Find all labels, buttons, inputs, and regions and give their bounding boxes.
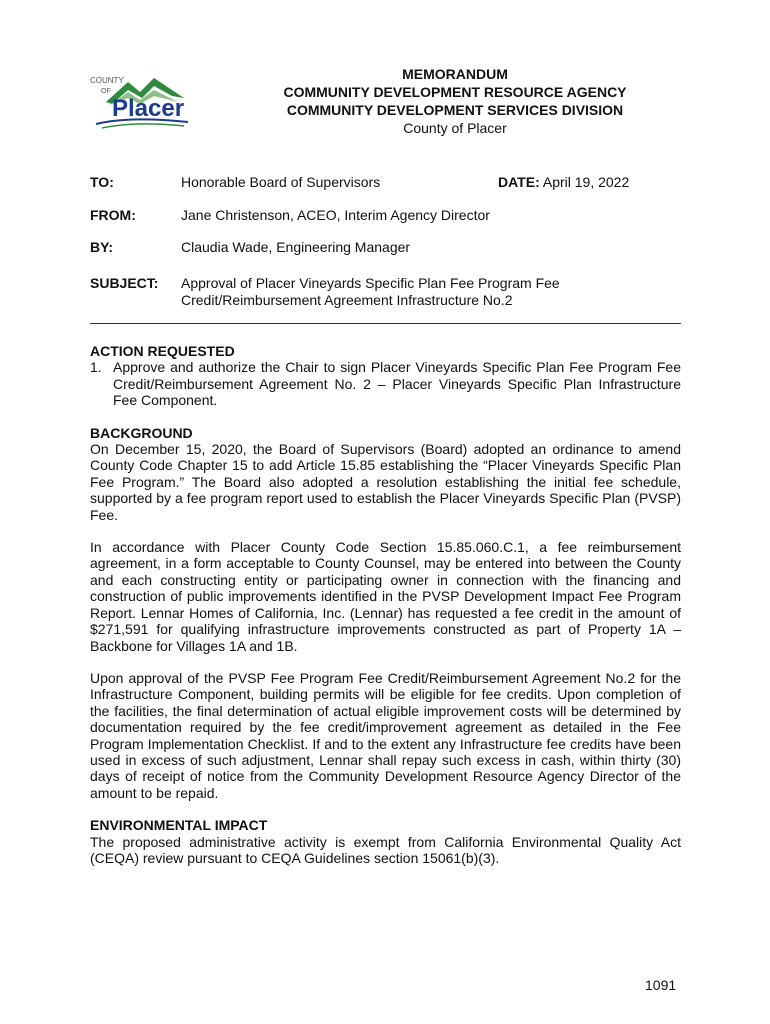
- memo-header: [215, 65, 695, 137]
- header-divider: [90, 323, 681, 324]
- action-item: [90, 359, 681, 408]
- action-heading: ACTION REQUESTED: [90, 343, 235, 359]
- to-label: TO:: [90, 174, 114, 190]
- date-value: April 19, 2022: [542, 174, 630, 190]
- logo-of-text: OF: [101, 88, 111, 95]
- division-name: COMMUNITY DEVELOPMENT SERVICES DIVISION: [286, 102, 624, 118]
- action-item-number: 1.: [90, 359, 102, 376]
- action-item-text: Approve and authorize the Chair to sign Placer Vineyards Specific Plan Fee Program Fee Credit/Reimbursement Agreement No. 2 – Placer Vineyards Specific Plan Infrastructure Fee Component.: [113, 359, 681, 409]
- county-logo: [88, 72, 208, 130]
- subject-label: SUBJECT:: [90, 275, 159, 291]
- to-value: Honorable Board of Supervisors: [181, 174, 381, 190]
- logo-county-text: COUNTY: [90, 76, 124, 85]
- from-value: Jane Christenson, ACEO, Interim Agency Director: [181, 207, 490, 223]
- environmental-paragraph: The proposed administrative activity is exempt from California Environmental Quality Act (CEQA) review pursuant to CEQA Guidelines section 15061(b)(3).: [90, 833, 681, 866]
- agency-name: COMMUNITY DEVELOPMENT RESOURCE AGENCY: [283, 84, 627, 100]
- memo-title: MEMORANDUM: [402, 66, 508, 82]
- from-label: FROM:: [90, 207, 136, 223]
- logo-name-text: Placer: [112, 95, 185, 122]
- subject-value: [181, 275, 560, 309]
- background-paragraph-1: On December 15, 2020, the Board of Supervisors (Board) adopted an ordinance to amend County Code Chapter 15 to add Article 15.85 establishing the “Placer Vineyards Specific Plan Fee Program.” The Board also adopted a resolution establishing the initial fee schedule, supported by a fee program report used to establish the Placer Vineyards Specific Plan (PVSP) Fee.: [90, 441, 681, 523]
- date-field: [498, 174, 629, 191]
- date-label: DATE:: [498, 174, 540, 190]
- by-value: Claudia Wade, Engineering Manager: [181, 239, 411, 255]
- by-label: BY:: [90, 239, 114, 255]
- page-number: 1091: [645, 977, 677, 993]
- subject-line-1: Approval of Placer Vineyards Specific Plan Fee Program Fee: [181, 275, 560, 291]
- placer-logo-icon: [88, 72, 208, 130]
- background-heading: BACKGROUND: [90, 424, 193, 441]
- environmental-heading: ENVIRONMENTAL IMPACT: [90, 817, 268, 834]
- memo-body: [90, 343, 681, 866]
- county-name: County of Placer: [403, 120, 507, 136]
- background-paragraph-2: In accordance with Placer County Code Section 15.85.060.C.1, a fee reimbursement agreement, in a form acceptable to County Counsel, may be entered into between the County and each constructing entity or participating owner in connection with the financing and construction of public improvements identified in the PVSP Development Impact Fee Program Report. Lennar Homes of California, Inc. (Lennar) has requested a fee credit in the amount of $271,591 for qualifying infrastructure improvements constructed as part of Property 1A – Backbone for Villages 1A and 1B.: [90, 539, 681, 654]
- background-paragraph-3: Upon approval of the PVSP Fee Program Fee Credit/Reimbursement Agreement No.2 for the Infrastructure Component, building permits will be eligible for fee credits. Upon completion of the facilities, the final determination of actual eligible improvement costs will be determined by documentation required by the fee credit/improvement agreement as detailed in the Fee Program Implementation Checklist. If and to the extent any Infrastructure fee credits have been used in excess of such adjustment, Lennar shall repay such excess in cash, within thirty (30) days of receipt of notice from the Community Development Resource Agency Director of the amount to be repaid.: [90, 669, 681, 801]
- subject-line-2: Credit/Reimbursement Agreement Infrastructure No.2: [181, 292, 513, 308]
